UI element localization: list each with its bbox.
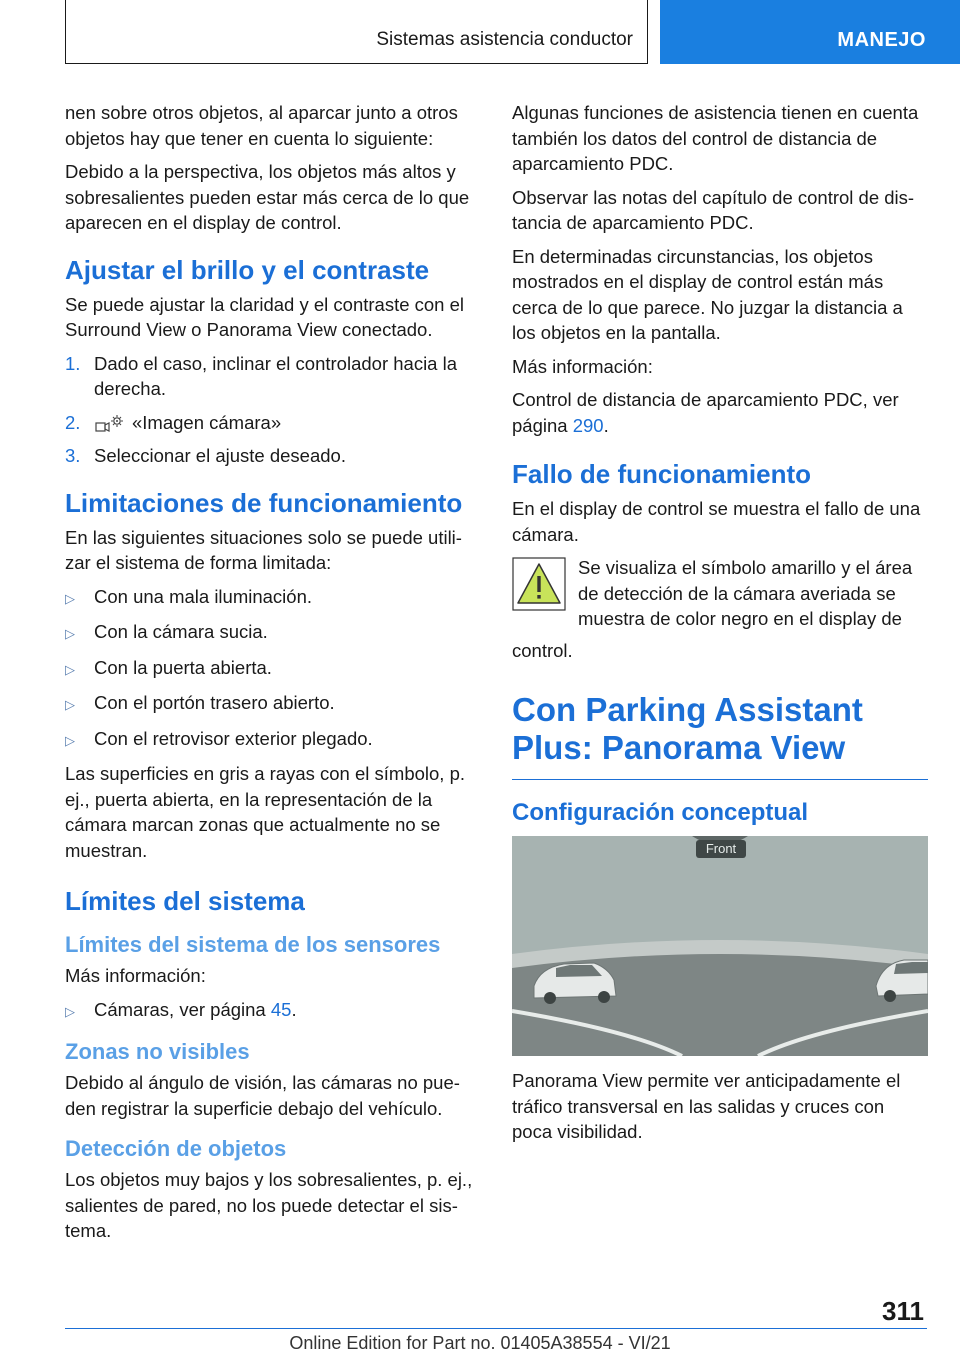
paragraph: Panorama View permite ver anticipadamente el tráfico transversal en las salidas y cruces con poca visibilidad. bbox=[512, 1070, 901, 1142]
list-item bbox=[65, 619, 485, 647]
list-text: Con el portón trasero abierto. bbox=[94, 692, 335, 713]
step-text: Seleccionar el ajuste deseado. bbox=[94, 445, 346, 466]
triangle-bullet-icon: ▷ bbox=[65, 626, 75, 641]
paragraph: nen sobre otros objetos, al aparcar junto a otros objetos hay que tener en cuenta lo siguiente: bbox=[65, 102, 458, 149]
paragraph: Más información: bbox=[512, 355, 653, 377]
paragraph: Algunas funciones de asistencia tienen en cuenta también los datos del control de distancia de aparcamiento PDC. bbox=[512, 102, 919, 174]
header-chapter-tab: MANEJO bbox=[660, 0, 960, 64]
step-number: 2. bbox=[65, 411, 81, 433]
panorama-illustration bbox=[512, 836, 928, 1056]
paragraph: Las superficies en gris a rayas con el símbolo, p. ej., puerta abierta, en la representación de la cámara marcan zonas que actualmente no se muestran. bbox=[65, 763, 465, 861]
step-number: 3. bbox=[65, 445, 81, 466]
list-text: Cámaras, ver página bbox=[94, 998, 271, 1020]
page-link[interactable]: 290 bbox=[572, 414, 604, 436]
paragraph bbox=[512, 387, 928, 438]
paragraph: En el display de control se muestra el fallo de una cámara. bbox=[512, 498, 921, 545]
list-item bbox=[65, 584, 485, 612]
paragraph: Observar las notas del capítulo de control de dis‐tancia de aparcamiento PDC. bbox=[512, 186, 915, 233]
paragraph: En determinadas circunstancias, los objetos mostrados en el display de control están más cerca de lo que parece. No juzgar la distancia a los objetos en la pantalla. bbox=[512, 245, 903, 343]
triangle-bullet-icon: ▷ bbox=[65, 661, 75, 677]
step-text: Dado el caso, inclinar el controlador hacia la derecha. bbox=[94, 352, 458, 399]
heading-sensores: Límites del sistema de los sensores bbox=[65, 932, 441, 957]
page-number: 311 bbox=[882, 1296, 924, 1326]
punctuation: . bbox=[291, 998, 297, 1020]
step-number: 1. bbox=[65, 352, 81, 374]
heading-config: Configuración conceptual bbox=[512, 799, 809, 826]
footer-rule bbox=[65, 1328, 927, 1329]
paragraph: Más información: bbox=[65, 965, 206, 986]
warning-note bbox=[512, 555, 928, 632]
triangle-bullet-icon: ▷ bbox=[65, 1003, 75, 1019]
right-column bbox=[512, 100, 928, 1153]
heading-brillo: Ajustar el brillo y el contraste bbox=[65, 254, 430, 285]
page-link[interactable]: 45 bbox=[270, 998, 292, 1020]
camera-settings-icon bbox=[94, 413, 124, 435]
triangle-bullet-icon: ▷ bbox=[65, 697, 75, 712]
heading-limites: Límites del sistema bbox=[65, 886, 305, 916]
heading-fallo: Fallo de funcionamiento bbox=[512, 459, 812, 489]
list-text: Con el retrovisor exterior plegado. bbox=[94, 727, 373, 749]
list-item bbox=[65, 726, 485, 754]
paragraph-text: Control de distancia de aparcamiento PDC, ver página bbox=[512, 389, 899, 436]
footer-edition: Online Edition for Part no. 01405A38554 - VI/21 bbox=[289, 1333, 671, 1353]
list-item bbox=[65, 655, 485, 683]
step-text: «Imagen cámara» bbox=[132, 411, 282, 433]
paragraph: Debido al ángulo de visión, las cámaras no pue‐den registrar la superficie debajo del vehículo. bbox=[65, 1072, 460, 1119]
paragraph: Debido a la perspectiva, los objetos más altos y sobresalientes pueden estar más cerca de lo que aparecen en el display de control. bbox=[65, 161, 470, 233]
chapter-rule bbox=[512, 779, 928, 780]
list-text: Con la puerta abierta. bbox=[94, 656, 272, 678]
paragraph: Se puede ajustar la claridad y el contraste con el Surround View o Panorama View conectado. bbox=[65, 293, 465, 340]
warning-text: Se visualiza el símbolo amarillo y el área de detección de la cámara averiada se muestra de color negro en el display de bbox=[578, 557, 913, 629]
list-item bbox=[65, 443, 485, 469]
punctuation: . bbox=[603, 414, 609, 436]
list-item bbox=[65, 410, 485, 436]
paragraph: Los objetos muy bajos y los sobresalientes, p. ej., salientes de pared, no los puede detectar el sis‐tema. bbox=[65, 1169, 473, 1241]
left-column bbox=[65, 100, 485, 1252]
triangle-bullet-icon: ▷ bbox=[65, 732, 75, 748]
list-text: Con la cámara sucia. bbox=[94, 621, 268, 642]
header-section-title: Sistemas asistencia conductor bbox=[65, 0, 648, 64]
chapter-title: Con Parking Assistant Plus: Panorama View bbox=[512, 691, 863, 766]
list-item bbox=[65, 351, 485, 402]
list-text: Con una mala iluminación. bbox=[94, 585, 313, 607]
paragraph: control. bbox=[512, 639, 573, 661]
panorama-view-figure bbox=[512, 836, 928, 1056]
list-item bbox=[65, 997, 485, 1025]
front-label: Front bbox=[705, 841, 737, 856]
list-item bbox=[65, 690, 485, 718]
heading-deteccion: Detección de objetos bbox=[65, 1136, 287, 1161]
heading-zonas: Zonas no visibles bbox=[65, 1039, 250, 1064]
warning-icon bbox=[512, 557, 566, 611]
paragraph: En las siguientes situaciones solo se puede utili‐zar el sistema de forma limitada: bbox=[65, 526, 462, 573]
triangle-bullet-icon: ▷ bbox=[65, 590, 75, 606]
heading-limitaciones: Limitaciones de funcionamiento bbox=[65, 487, 463, 518]
